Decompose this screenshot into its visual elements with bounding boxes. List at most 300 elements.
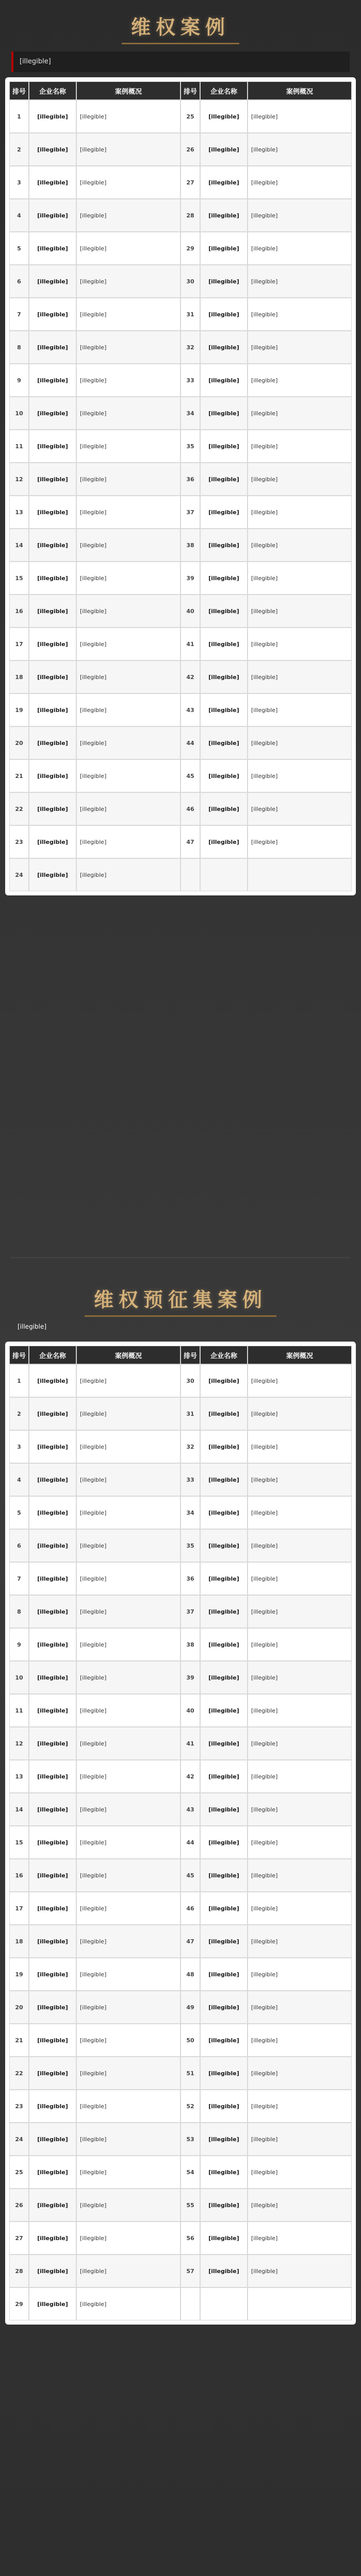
- part1-left-no: 12: [9, 463, 29, 496]
- part2-left-summary: [illegible]: [76, 1628, 180, 1661]
- part1-right-no: 37: [180, 496, 200, 529]
- part2-left-no: 27: [9, 2222, 29, 2255]
- part2-right-company: [illegible]: [200, 1991, 248, 2024]
- part2-left-company: [illegible]: [29, 2156, 76, 2189]
- part1-left-summary: [illegible]: [76, 595, 180, 628]
- part2-left-no: 11: [9, 1694, 29, 1727]
- part1-left-no: 14: [9, 529, 29, 562]
- part2-right-summary: [illegible]: [248, 1562, 352, 1595]
- part1-right-no: 43: [180, 693, 200, 726]
- part2-left-no: 13: [9, 1760, 29, 1793]
- part2-right-summary: [illegible]: [248, 1958, 352, 1991]
- part2-right-no: 50: [180, 2024, 200, 2057]
- part2-left-company: [illegible]: [29, 1727, 76, 1760]
- part2-left-company: [illegible]: [29, 1364, 76, 1397]
- part2-left-no: 28: [9, 2255, 29, 2287]
- part1-left-company: [illegible]: [29, 726, 76, 759]
- part1-right-summary: [248, 858, 352, 891]
- part2-right-no: 42: [180, 1760, 200, 1793]
- part1-left-company: [illegible]: [29, 397, 76, 430]
- part1-right-company: [illegible]: [200, 628, 248, 660]
- part1-left-company: [illegible]: [29, 430, 76, 463]
- part2-left-summary: [illegible]: [76, 1925, 180, 1958]
- part1-left-no: 24: [9, 858, 29, 891]
- part2-left-summary: [illegible]: [76, 1397, 180, 1430]
- part2-right-no: 48: [180, 1958, 200, 1991]
- part1-left-summary: [illegible]: [76, 825, 180, 858]
- part2-right-no: 45: [180, 1859, 200, 1892]
- part2-left-company: [illegible]: [29, 1892, 76, 1925]
- part1-left-summary: [illegible]: [76, 759, 180, 792]
- title-wrap-1: [5, 5, 356, 44]
- part2-left-company: [illegible]: [29, 1694, 76, 1727]
- part2-right-company: [illegible]: [200, 2024, 248, 2057]
- part2-right-no: 51: [180, 2057, 200, 2090]
- part2-left-company: [illegible]: [29, 1463, 76, 1496]
- page-title-2: 维权预征集案例: [85, 1281, 276, 1317]
- part2-left-no: 2: [9, 1397, 29, 1430]
- part1-right-company: [illegible]: [200, 529, 248, 562]
- part2-left-summary: [illegible]: [76, 1661, 180, 1694]
- part1-left-no: 11: [9, 430, 29, 463]
- part1-left-no: 2: [9, 133, 29, 166]
- part2-right-company: [illegible]: [200, 1892, 248, 1925]
- part2-left-no: 5: [9, 1496, 29, 1529]
- part1-right-company: [illegible]: [200, 825, 248, 858]
- part1-left-summary: [illegible]: [76, 430, 180, 463]
- part2-left-no: 1: [9, 1364, 29, 1397]
- part2-left-company: [illegible]: [29, 1430, 76, 1463]
- part2-left-company: [illegible]: [29, 1991, 76, 2024]
- part1-left-company: [illegible]: [29, 660, 76, 693]
- part2-right-no: 47: [180, 1925, 200, 1958]
- part1-left-summary: [illegible]: [76, 364, 180, 397]
- part2-right-no: 39: [180, 1661, 200, 1694]
- part1-left-no: 23: [9, 825, 29, 858]
- part2-left-summary: [illegible]: [76, 1892, 180, 1925]
- part1-right-summary: [illegible]: [248, 529, 352, 562]
- part2-right-summary: [illegible]: [248, 1430, 352, 1463]
- table-card-2: [5, 1342, 356, 2325]
- table-header-part2-5: 案例概况: [248, 1346, 352, 1364]
- part2-left-summary: [illegible]: [76, 1595, 180, 1628]
- part1-right-company: [illegible]: [200, 331, 248, 364]
- part2-right-company: [illegible]: [200, 1562, 248, 1595]
- part2-left-no: 9: [9, 1628, 29, 1661]
- part1-left-company: [illegible]: [29, 232, 76, 265]
- part1-right-company: [illegible]: [200, 199, 248, 232]
- part1-right-no: 40: [180, 595, 200, 628]
- part1-right-no: 39: [180, 562, 200, 595]
- part2-right-summary: [illegible]: [248, 1628, 352, 1661]
- part1-right-summary: [illegible]: [248, 133, 352, 166]
- part1-right-no: 33: [180, 364, 200, 397]
- part2-left-no: 14: [9, 1793, 29, 1826]
- part2-left-company: [illegible]: [29, 1529, 76, 1562]
- part2-left-no: 15: [9, 1826, 29, 1859]
- part2-right-summary: [illegible]: [248, 1925, 352, 1958]
- part2-left-no: 24: [9, 2123, 29, 2156]
- part1-right-no: 34: [180, 397, 200, 430]
- part2-right-company: [illegible]: [200, 1694, 248, 1727]
- part2-right-no: 57: [180, 2255, 200, 2287]
- part2-right-company: [illegible]: [200, 1595, 248, 1628]
- part1-left-no: 3: [9, 166, 29, 199]
- part2-left-summary: [illegible]: [76, 2123, 180, 2156]
- part2-left-no: 19: [9, 1958, 29, 1991]
- part1-left-no: 1: [9, 100, 29, 133]
- part1-left-summary: [illegible]: [76, 562, 180, 595]
- part1-left-no: 9: [9, 364, 29, 397]
- part1-left-no: 4: [9, 199, 29, 232]
- part1-right-summary: [illegible]: [248, 265, 352, 298]
- part2-left-company: [illegible]: [29, 1925, 76, 1958]
- part1-left-company: [illegible]: [29, 133, 76, 166]
- part2-right-company: [illegible]: [200, 1793, 248, 1826]
- part1-right-company: [illegible]: [200, 364, 248, 397]
- part1-right-no: 28: [180, 199, 200, 232]
- part1-left-no: 20: [9, 726, 29, 759]
- part2-left-no: 23: [9, 2090, 29, 2123]
- part2-right-no: 41: [180, 1727, 200, 1760]
- intro-2: [11, 1317, 350, 1336]
- part2-right-summary: [illegible]: [248, 1760, 352, 1793]
- part2-right-company: [illegible]: [200, 2222, 248, 2255]
- part2-left-summary: [illegible]: [76, 2156, 180, 2189]
- part1-right-summary: [illegible]: [248, 595, 352, 628]
- part2-right-no: 53: [180, 2123, 200, 2156]
- part2-left-summary: [illegible]: [76, 2057, 180, 2090]
- table-header-part1-2: 案例概况: [76, 81, 180, 100]
- part2-right-summary: [illegible]: [248, 2189, 352, 2222]
- part1-left-no: 7: [9, 298, 29, 331]
- part2-left-summary: [illegible]: [76, 1430, 180, 1463]
- part2-left-no: 25: [9, 2156, 29, 2189]
- table-header-part2-2: 案例概况: [76, 1346, 180, 1364]
- part2-left-no: 20: [9, 1991, 29, 2024]
- part1-left-summary: [illegible]: [76, 331, 180, 364]
- part1-right-company: [illegible]: [200, 100, 248, 133]
- part2-left-summary: [illegible]: [76, 2222, 180, 2255]
- part1-left-summary: [illegible]: [76, 628, 180, 660]
- part1-right-no: 32: [180, 331, 200, 364]
- part2-right-summary: [248, 2287, 352, 2320]
- part1-right-company: [illegible]: [200, 726, 248, 759]
- part2-left-no: 4: [9, 1463, 29, 1496]
- part2-left-summary: [illegible]: [76, 1991, 180, 2024]
- part2-right-no: 35: [180, 1529, 200, 1562]
- part2-left-no: 3: [9, 1430, 29, 1463]
- part1-right-company: [illegible]: [200, 265, 248, 298]
- part1-left-no: 18: [9, 660, 29, 693]
- part1-right-no: 46: [180, 792, 200, 825]
- part1-left-company: [illegible]: [29, 858, 76, 891]
- part2-right-no: 56: [180, 2222, 200, 2255]
- part2-right-summary: [illegible]: [248, 1727, 352, 1760]
- part1-left-no: 19: [9, 693, 29, 726]
- part1-right-no: 44: [180, 726, 200, 759]
- part2-left-company: [illegible]: [29, 1397, 76, 1430]
- part2-right-no: 36: [180, 1562, 200, 1595]
- part1-right-no: [180, 858, 200, 891]
- part2-left-summary: [illegible]: [76, 1793, 180, 1826]
- part1-right-no: 35: [180, 430, 200, 463]
- part1-right-summary: [illegible]: [248, 364, 352, 397]
- part2-left-summary: [illegible]: [76, 2287, 180, 2320]
- part1-left-company: [illegible]: [29, 693, 76, 726]
- part1-left-company: [illegible]: [29, 331, 76, 364]
- part1-left-summary: [illegible]: [76, 133, 180, 166]
- part2-left-company: [illegible]: [29, 2287, 76, 2320]
- part1-right-no: 45: [180, 759, 200, 792]
- part2-left-company: [illegible]: [29, 2057, 76, 2090]
- part2-right-no: 52: [180, 2090, 200, 2123]
- part2-left-no: 21: [9, 2024, 29, 2057]
- part1-left-summary: [illegible]: [76, 166, 180, 199]
- part2-right-summary: [illegible]: [248, 1991, 352, 2024]
- part1-right-no: 38: [180, 529, 200, 562]
- part1-right-no: 27: [180, 166, 200, 199]
- part2-right-no: 46: [180, 1892, 200, 1925]
- part2-right-no: 32: [180, 1430, 200, 1463]
- part1-left-summary: [illegible]: [76, 529, 180, 562]
- part1-left-summary: [illegible]: [76, 726, 180, 759]
- part2-right-company: [illegible]: [200, 1661, 248, 1694]
- part1-left-company: [illegible]: [29, 595, 76, 628]
- part1-right-no: 41: [180, 628, 200, 660]
- part1-right-company: [illegible]: [200, 660, 248, 693]
- part1-right-summary: [illegible]: [248, 331, 352, 364]
- part2-right-summary: [illegible]: [248, 2156, 352, 2189]
- part2-left-no: 26: [9, 2189, 29, 2222]
- part2-right-company: [illegible]: [200, 1760, 248, 1793]
- part2-right-summary: [illegible]: [248, 2024, 352, 2057]
- part2-left-company: [illegible]: [29, 1595, 76, 1628]
- part2-left-summary: [illegible]: [76, 1760, 180, 1793]
- part2-right-no: 37: [180, 1595, 200, 1628]
- part2-right-summary: [illegible]: [248, 1793, 352, 1826]
- part1-right-summary: [illegible]: [248, 496, 352, 529]
- part2-right-summary: [illegible]: [248, 1595, 352, 1628]
- part1-right-summary: [illegible]: [248, 298, 352, 331]
- part1-left-company: [illegible]: [29, 463, 76, 496]
- part2-right-no: 49: [180, 1991, 200, 2024]
- part2-left-company: [illegible]: [29, 2123, 76, 2156]
- part2-left-summary: [illegible]: [76, 2189, 180, 2222]
- part2-left-summary: [illegible]: [76, 1694, 180, 1727]
- part1-right-summary: [illegible]: [248, 397, 352, 430]
- part1-left-no: 8: [9, 331, 29, 364]
- part1-left-company: [illegible]: [29, 825, 76, 858]
- part2-left-no: 12: [9, 1727, 29, 1760]
- part2-left-summary: [illegible]: [76, 1859, 180, 1892]
- part2-left-summary: [illegible]: [76, 1463, 180, 1496]
- part2-right-no: 40: [180, 1694, 200, 1727]
- part1-right-company: [illegible]: [200, 759, 248, 792]
- part2-right-company: [illegible]: [200, 1727, 248, 1760]
- part2-left-no: 29: [9, 2287, 29, 2320]
- part2-left-company: [illegible]: [29, 1793, 76, 1826]
- part1-right-summary: [illegible]: [248, 660, 352, 693]
- part1-left-no: 10: [9, 397, 29, 430]
- part2-right-company: [illegible]: [200, 2255, 248, 2287]
- part2-left-company: [illegible]: [29, 2024, 76, 2057]
- part1-right-company: [illegible]: [200, 693, 248, 726]
- part2-right-no: 38: [180, 1628, 200, 1661]
- part2-left-company: [illegible]: [29, 1562, 76, 1595]
- part1-right-company: [illegible]: [200, 166, 248, 199]
- part2-left-company: [illegible]: [29, 1661, 76, 1694]
- table-header-part1-3: 排号: [180, 81, 200, 100]
- part1-right-company: [illegible]: [200, 430, 248, 463]
- part2-left-summary: [illegible]: [76, 1727, 180, 1760]
- part2-left-summary: [illegible]: [76, 1496, 180, 1529]
- table-header-part1-5: 案例概况: [248, 81, 352, 100]
- part1-right-no: 29: [180, 232, 200, 265]
- part2-right-summary: [illegible]: [248, 1892, 352, 1925]
- part2-right-company: [illegible]: [200, 1958, 248, 1991]
- part1-left-no: 21: [9, 759, 29, 792]
- part2-right-company: [illegible]: [200, 2090, 248, 2123]
- part2-right-company: [illegible]: [200, 2057, 248, 2090]
- part1-left-summary: [illegible]: [76, 496, 180, 529]
- part1-right-summary: [illegible]: [248, 199, 352, 232]
- part2-left-company: [illegible]: [29, 1496, 76, 1529]
- part2-left-no: 22: [9, 2057, 29, 2090]
- table-header-part2-3: 排号: [180, 1346, 200, 1364]
- page-title-1: 维权案例: [122, 8, 239, 44]
- separator-1: [10, 1257, 351, 1258]
- part2-right-summary: [illegible]: [248, 1529, 352, 1562]
- part1-left-summary: [illegible]: [76, 397, 180, 430]
- section-pre-collection-cases: [5, 1278, 356, 2325]
- part1-right-summary: [illegible]: [248, 792, 352, 825]
- part2-right-summary: [illegible]: [248, 2222, 352, 2255]
- part1-left-no: 17: [9, 628, 29, 660]
- part1-left-company: [illegible]: [29, 496, 76, 529]
- part2-right-summary: [illegible]: [248, 2123, 352, 2156]
- part1-left-summary: [illegible]: [76, 265, 180, 298]
- part2-right-company: [illegible]: [200, 2189, 248, 2222]
- part2-right-summary: [illegible]: [248, 2057, 352, 2090]
- part1-left-company: [illegible]: [29, 199, 76, 232]
- part2-left-company: [illegible]: [29, 2222, 76, 2255]
- part1-right-summary: [illegible]: [248, 693, 352, 726]
- part1-right-company: [illegible]: [200, 463, 248, 496]
- table-header-part1-0: 排号: [9, 81, 29, 100]
- part2-left-no: 16: [9, 1859, 29, 1892]
- part2-right-no: 34: [180, 1496, 200, 1529]
- part1-left-summary: [illegible]: [76, 858, 180, 891]
- part2-right-no: 33: [180, 1463, 200, 1496]
- part2-left-summary: [illegible]: [76, 1562, 180, 1595]
- part2-left-summary: [illegible]: [76, 1826, 180, 1859]
- part1-left-summary: [illegible]: [76, 660, 180, 693]
- part2-right-no: 30: [180, 1364, 200, 1397]
- part1-left-company: [illegible]: [29, 792, 76, 825]
- table-card-1: [5, 77, 356, 895]
- part1-left-company: [illegible]: [29, 364, 76, 397]
- part2-left-company: [illegible]: [29, 1859, 76, 1892]
- title-wrap-2: [5, 1278, 356, 1317]
- part2-right-company: [illegible]: [200, 1463, 248, 1496]
- part1-right-no: 42: [180, 660, 200, 693]
- part2-right-company: [illegible]: [200, 1925, 248, 1958]
- part2-right-summary: [illegible]: [248, 1661, 352, 1694]
- cases-table-1: [9, 81, 352, 891]
- part1-left-company: [illegible]: [29, 759, 76, 792]
- part2-left-no: 10: [9, 1661, 29, 1694]
- part1-left-company: [illegible]: [29, 529, 76, 562]
- part1-right-company: [illegible]: [200, 792, 248, 825]
- part1-right-summary: [illegible]: [248, 628, 352, 660]
- part2-right-summary: [illegible]: [248, 1859, 352, 1892]
- part2-right-summary: [illegible]: [248, 1826, 352, 1859]
- part2-left-summary: [illegible]: [76, 1364, 180, 1397]
- cases-table-2: [9, 1346, 352, 2320]
- part1-right-no: 47: [180, 825, 200, 858]
- part1-right-company: [illegible]: [200, 232, 248, 265]
- part1-right-company: [illegible]: [200, 595, 248, 628]
- part2-right-no: 43: [180, 1793, 200, 1826]
- part1-left-no: 15: [9, 562, 29, 595]
- part2-left-no: 8: [9, 1595, 29, 1628]
- part1-left-summary: [illegible]: [76, 232, 180, 265]
- intro-2-text: [illegible]: [18, 1323, 47, 1330]
- part2-left-summary: [illegible]: [76, 1529, 180, 1562]
- part2-left-no: 7: [9, 1562, 29, 1595]
- part2-right-summary: [illegible]: [248, 2090, 352, 2123]
- part2-right-company: [illegible]: [200, 1364, 248, 1397]
- part1-left-summary: [illegible]: [76, 298, 180, 331]
- part2-right-summary: [illegible]: [248, 1496, 352, 1529]
- part2-right-company: [illegible]: [200, 2156, 248, 2189]
- part1-left-no: 5: [9, 232, 29, 265]
- part2-right-summary: [illegible]: [248, 1463, 352, 1496]
- part1-left-company: [illegible]: [29, 628, 76, 660]
- part1-left-summary: [illegible]: [76, 463, 180, 496]
- part1-right-summary: [illegible]: [248, 463, 352, 496]
- part2-left-company: [illegible]: [29, 2090, 76, 2123]
- part1-left-no: 6: [9, 265, 29, 298]
- part1-right-summary: [illegible]: [248, 562, 352, 595]
- part2-left-no: 6: [9, 1529, 29, 1562]
- part1-left-company: [illegible]: [29, 100, 76, 133]
- part2-right-company: [illegible]: [200, 1496, 248, 1529]
- part1-right-summary: [illegible]: [248, 166, 352, 199]
- part1-right-summary: [illegible]: [248, 759, 352, 792]
- part2-right-no: 55: [180, 2189, 200, 2222]
- part1-right-no: 31: [180, 298, 200, 331]
- part2-right-no: 44: [180, 1826, 200, 1859]
- part2-right-company: [illegible]: [200, 1628, 248, 1661]
- part2-right-no: 31: [180, 1397, 200, 1430]
- part2-right-company: [illegible]: [200, 2123, 248, 2156]
- part2-right-no: 54: [180, 2156, 200, 2189]
- part2-left-summary: [illegible]: [76, 2024, 180, 2057]
- part1-left-no: 22: [9, 792, 29, 825]
- part2-left-summary: [illegible]: [76, 1958, 180, 1991]
- part1-right-summary: [illegible]: [248, 726, 352, 759]
- part1-right-summary: [illegible]: [248, 825, 352, 858]
- part1-left-no: 16: [9, 595, 29, 628]
- part2-right-summary: [illegible]: [248, 1397, 352, 1430]
- part2-right-summary: [illegible]: [248, 1364, 352, 1397]
- part2-right-company: [illegible]: [200, 1859, 248, 1892]
- part2-left-company: [illegible]: [29, 1760, 76, 1793]
- part2-right-company: [illegible]: [200, 1397, 248, 1430]
- part2-right-company: [illegible]: [200, 1529, 248, 1562]
